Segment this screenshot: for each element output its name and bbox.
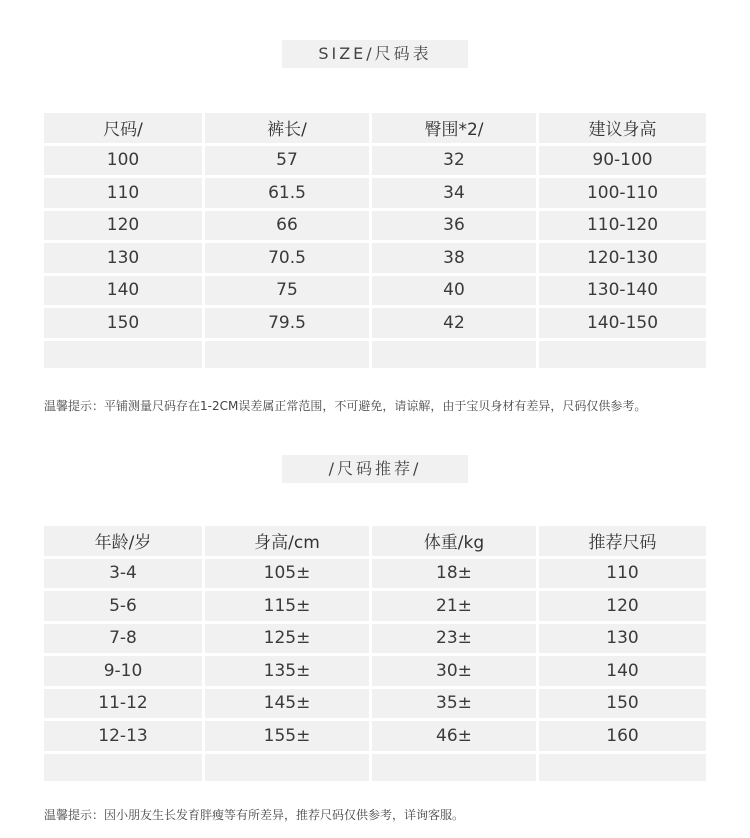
rec-cell: 125± [205,624,369,654]
rec-cell: 35± [372,689,536,719]
size-cell: 120 [44,211,202,241]
rec-cell: 115± [205,591,369,621]
size-cell: 110-120 [539,211,706,241]
size-cell: 40 [372,276,536,306]
rec-cell: 130 [539,624,706,654]
size-recommendation-note: 温馨提示：因小朋友生长发育胖瘦等有所差异，推荐尺码仅供参考，详询客服。 [44,808,465,822]
rec-cell: 12-13 [44,721,202,751]
size-chart-note: 温馨提示：平铺测量尺码存在1-2CM误差属正常范围，不可避免，请谅解，由于宝贝身材有差异，尺码仅供参考。 [44,399,647,413]
rec-cell: 145± [205,689,369,719]
rec-cell: 46± [372,721,536,751]
rec-cell: 11-12 [44,689,202,719]
size-cell: 42 [372,308,536,338]
rec-cell: 105± [205,559,369,589]
size-cell: 130-140 [539,276,706,306]
rec-header-size: 推荐尺码 [539,526,706,556]
rec-cell: 21± [372,591,536,621]
size-cell: 34 [372,178,536,208]
rec-cell: 3-4 [44,559,202,589]
size-cell: 32 [372,146,536,176]
size-header-hip: 臀围*2/ [372,113,536,143]
size-cell: 75 [205,276,369,306]
rec-cell: 18± [372,559,536,589]
size-recommendation-table [44,526,706,781]
size-cell: 70.5 [205,243,369,273]
size-header-height: 建议身高 [539,113,706,143]
size-cell-empty [372,341,536,368]
size-cell: 38 [372,243,536,273]
rec-cell: 7-8 [44,624,202,654]
size-recommendation-title: /尺码推荐/ [282,455,468,483]
size-cell: 120-130 [539,243,706,273]
size-cell: 36 [372,211,536,241]
rec-cell: 30± [372,656,536,686]
rec-cell: 140 [539,656,706,686]
size-cell: 100-110 [539,178,706,208]
rec-cell: 110 [539,559,706,589]
rec-cell-empty [372,754,536,781]
rec-cell: 135± [205,656,369,686]
size-cell-empty [44,341,202,368]
rec-header-height: 身高/cm [205,526,369,556]
rec-cell: 160 [539,721,706,751]
size-cell: 150 [44,308,202,338]
size-cell: 140-150 [539,308,706,338]
size-chart-title: SIZE/尺码表 [282,40,468,68]
size-cell: 61.5 [205,178,369,208]
size-cell: 79.5 [205,308,369,338]
size-cell: 90-100 [539,146,706,176]
rec-header-weight: 体重/kg [372,526,536,556]
rec-cell: 5-6 [44,591,202,621]
size-cell: 110 [44,178,202,208]
size-header-pants-length: 裤长/ [205,113,369,143]
rec-cell-empty [539,754,706,781]
size-cell-empty [539,341,706,368]
size-header-size: 尺码/ [44,113,202,143]
size-chart-table [44,113,706,368]
rec-header-age: 年龄/岁 [44,526,202,556]
size-cell: 130 [44,243,202,273]
rec-cell: 155± [205,721,369,751]
rec-cell-empty [44,754,202,781]
rec-cell-empty [205,754,369,781]
rec-cell: 23± [372,624,536,654]
size-cell-empty [205,341,369,368]
rec-cell: 150 [539,689,706,719]
size-cell: 66 [205,211,369,241]
rec-cell: 9-10 [44,656,202,686]
size-cell: 140 [44,276,202,306]
rec-cell: 120 [539,591,706,621]
size-cell: 100 [44,146,202,176]
size-cell: 57 [205,146,369,176]
